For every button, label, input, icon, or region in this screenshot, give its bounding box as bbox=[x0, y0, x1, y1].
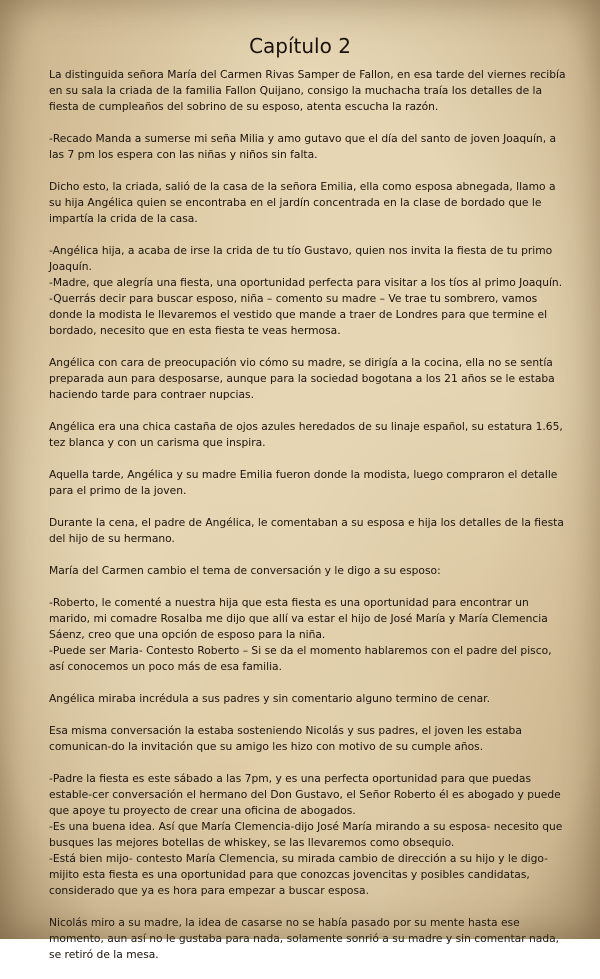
paragraph bbox=[49, 467, 569, 499]
paragraph-line: -Angélica hija, a acaba de irse la crida de tu tío Gustavo, quien nos invita la fiesta de tu primo Joaquín. bbox=[49, 244, 553, 273]
paragraph-line: -Querrás decir para buscar esposo, niña – comento su madre – Ve trae tu sombrero, vamos donde la modista le llevaremos el vestido que mande a traer de Londres para que termine el bordado, necesito que en esta fiesta te veas hermosa. bbox=[49, 292, 548, 337]
paragraph bbox=[49, 243, 569, 339]
paragraph-line: -Recado Manda a sumerse mi seña Milia y amo gutavo que el día del santo de joven Joaquín, a las 7 pm los espera con las niñas y niños sin falta. bbox=[49, 132, 557, 161]
paragraph-line: Esa misma conversación la estaba sosteniendo Nicolás y sus padres, el joven les estaba comunican-do la invitación que su amigo les hizo con motivo de su cumple años. bbox=[49, 724, 522, 753]
paragraph bbox=[49, 419, 569, 451]
paragraph-line: La distinguida señora María del Carmen Rivas Samper de Fallon, en esa tarde del viernes recibía en su sala la criada de la familia Fallon Quijano, consigo la muchacha traía los detalles de la fiesta de cumpleaños del sobrino de su esposo, atenta escucha la razón. bbox=[49, 68, 566, 113]
chapter-title: Capítulo 2 bbox=[249, 34, 351, 58]
paragraph bbox=[49, 563, 569, 579]
paragraph-line: María del Carmen cambio el tema de conversación y le digo a su esposo: bbox=[49, 564, 441, 577]
paragraph-line: Angélica era una chica castaña de ojos azules heredados de su linaje español, su estatura 1.65, tez blanca y con un carisma que inspira. bbox=[49, 420, 563, 449]
paragraph bbox=[49, 771, 569, 899]
paragraph bbox=[49, 179, 569, 227]
paragraph-line: -Padre la fiesta es este sábado a las 7pm, y es una perfecta oportunidad para que puedas estable-cer conversación el hermano del Don Gustavo, el Señor Roberto él es abogado y puede que apoye tu proyecto de crear una oficina de abogados. bbox=[49, 772, 561, 817]
paragraph bbox=[49, 515, 569, 547]
paragraph bbox=[49, 67, 569, 115]
paragraph-line: Aquella tarde, Angélica y su madre Emilia fueron donde la modista, luego compraron el detalle para el primo de la joven. bbox=[49, 468, 558, 497]
paragraph bbox=[49, 131, 569, 163]
paragraph-line: Angélica con cara de preocupación vio cómo su madre, se dirigía a la cocina, ella no se sentía preparada aun para desposarse, aunque para la sociedad bogotana a los 21 años se le estaba haciendo tarde para contraer nupcias. bbox=[49, 356, 555, 401]
paragraph bbox=[49, 691, 569, 707]
paragraph-line: -Madre, que alegría una fiesta, una oportunidad perfecta para visitar a los tíos al primo Joaquín. bbox=[49, 276, 563, 289]
paragraph bbox=[49, 723, 569, 755]
paragraph-line: -Roberto, le comenté a nuestra hija que esta fiesta es una oportunidad para encontrar un marido, mi comadre Rosalba me dijo que allí va estar el hijo de José María y María Clemencia Sáenz, creo que una opción de esposo para la niña. bbox=[49, 596, 548, 641]
paragraph bbox=[49, 595, 569, 675]
paragraph-line: -Es una buena idea. Así que María Clemencia-dijo José María mirando a su esposa- necesito que busques las mejores botellas de whiskey, se las llevaremos como obsequio. bbox=[49, 820, 563, 849]
paragraph-line: Dicho esto, la criada, salió de la casa de la señora Emilia, ella como esposa abnegada, llamo a su hija Angélica quien se encontraba en el jardín concentrada en la clase de bordado que le impartía la crida de la casa. bbox=[49, 180, 556, 225]
paragraph-line: Nicolás miro a su madre, la idea de casarse no se había pasado por su mente hasta ese momento, aun así no le gustaba para nada, solamente sonrió a su madre y sin comentar nada, se retiró de la mesa. bbox=[49, 916, 560, 961]
chapter-body bbox=[49, 67, 569, 979]
paragraph-line: Angélica miraba incrédula a sus padres y sin comentario alguno termino de cenar. bbox=[49, 692, 490, 705]
paragraph-line: -Puede ser Maria- Contesto Roberto – Si se da el momento hablaremos con el padre del pisco, así conocemos un poco más de esa familia. bbox=[49, 644, 552, 673]
paragraph-line: -Está bien mijo- contesto María Clemencia, su mirada cambio de dirección a su hijo y le digo- mijito esta fiesta es una oportunidad para que conozcas jovencitas y posibles candidatas, considerado que ya es hora para empezar a buscar esposa. bbox=[49, 852, 548, 897]
paragraph-line: Durante la cena, el padre de Angélica, le comentaban a su esposa e hija los detalles de la fiesta del hijo de su hermano. bbox=[49, 516, 564, 545]
paragraph bbox=[49, 915, 569, 963]
paragraph bbox=[49, 355, 569, 403]
